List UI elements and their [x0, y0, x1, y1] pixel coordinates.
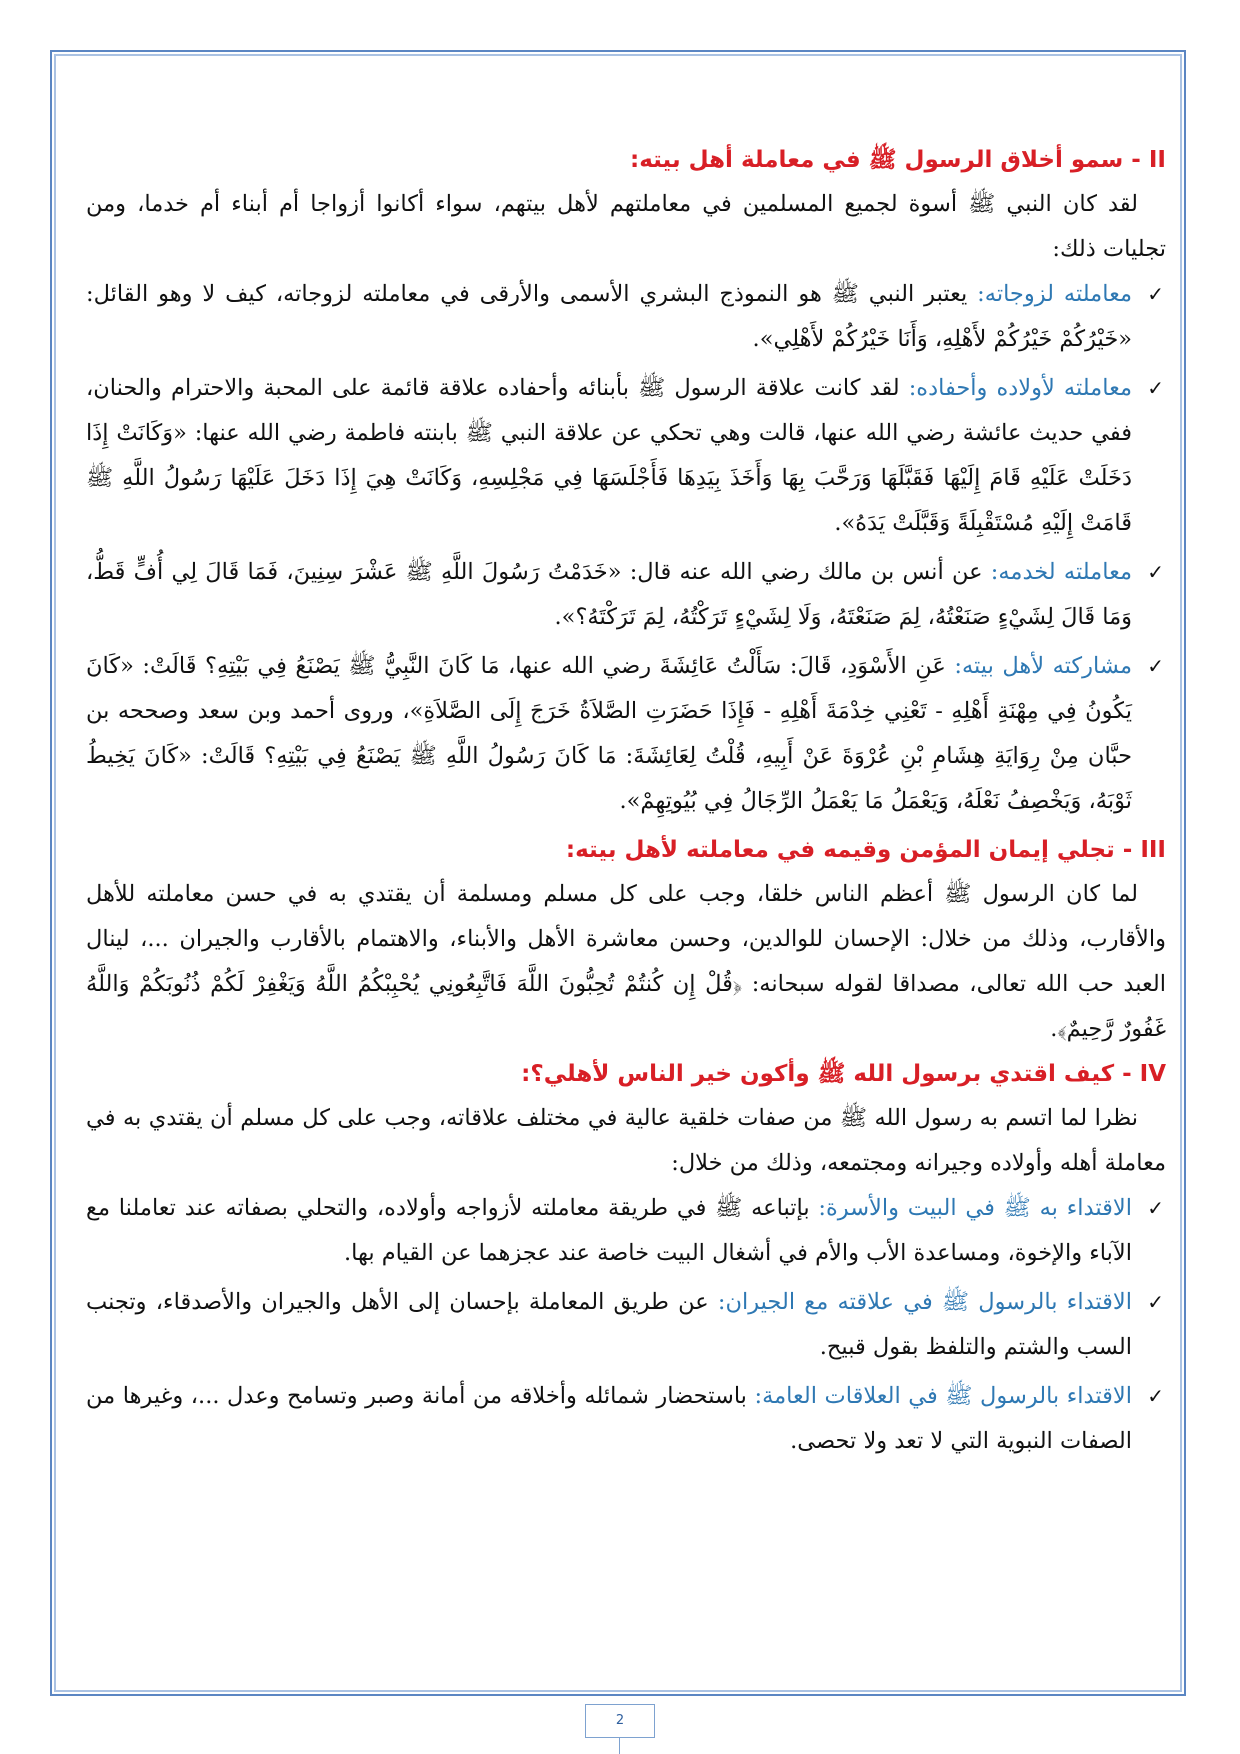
- check-icon: ✓: [1147, 654, 1164, 678]
- section-heading-2: II - سمو أخلاق الرسول ﷺ في معاملة أهل بيته:: [630, 147, 1166, 173]
- item-label: معاملته لزوجاته:: [977, 281, 1132, 307]
- item-label: الاقتداء بالرسول ﷺ في علاقته مع الجيران:: [717, 1289, 1133, 1315]
- list-item: [86, 272, 1166, 362]
- check-icon: ✓: [1147, 1196, 1164, 1220]
- item-text: عن طريق المعاملة بإحسان إلى الأهل والجيران والأصدقاء، وتجنب السب والشتم والتلفظ بقول قبيح.: [86, 1289, 1132, 1360]
- page-number-connector: [619, 1738, 620, 1754]
- item-text: لقد كانت علاقة الرسول ﷺ بأبنائه وأحفاده علاقة قائمة على المحبة والاحترام والحنان، ففي حديث عائشة رضي الله عنها، قالت وهي تحكي عن علاقة النبي ﷺ بابنته فاطمة رضي الله عنها: «وَكَانَتْ إِذَا دَخَلَتْ عَلَيْهِ قَامَ إِلَيْهَا فَقَبَّلَهَا وَرَحَّبَ بِهَا وَأَخَذَ بِيَدِهَا فَأَجْلَسَهَا فِي مَجْلِسِهِ، وَكَانَتْ هِيَ إِذَا دَخَلَ عَلَيْهَا رَسُولُ اللَّهِ ﷺ قَامَتْ إِلَيْهِ مُسْتَقْبِلَةً وَقَبَّلَتْ يَدَهُ».: [86, 375, 1132, 536]
- section-intro-4: نظرا لما اتسم به رسول الله ﷺ من صفات خلقية عالية في مختلف علاقاته، وجب على كل مسلم أن يقتدي به في معاملة أهله وأولاده وجيرانه ومجتمعه، وذلك من خلال:: [86, 1105, 1166, 1176]
- section-intro-2: لقد كان النبي ﷺ أسوة لجميع المسلمين في معاملتهم لأهل بيتهم، سواء أكانوا أزواجا أم أبناء أم خدما، ومن تجليات ذلك:: [86, 191, 1166, 262]
- list-item: [86, 1186, 1166, 1276]
- item-text: عن أنس بن مالك رضي الله عنه قال: «خَدَمْتُ رَسُولَ اللَّهِ ﷺ عَشْرَ سِنِينَ، فَمَا قَالَ لِي أُفٍّ قَطُّ، وَمَا قَالَ لِشَيْءٍ صَنَعْتُهُ، لِمَ صَنَعْتَهُ، وَلَا لِشَيْءٍ تَرَكْتُهُ، لِمَ تَرَكْتَهُ؟».: [86, 559, 1132, 630]
- item-text: باستحضار شمائله وأخلاقه من أمانة وصبر وتسامح وعدل ...، وغيرها من الصفات النبوية التي لا تعد ولا تحصى.: [86, 1383, 1132, 1454]
- section-heading-4: IV - كيف اقتدي برسول الله ﷺ وأكون خير الناس لأهلي؟:: [521, 1061, 1166, 1087]
- page-number: 2: [585, 1704, 655, 1738]
- check-icon: ✓: [1147, 282, 1164, 306]
- list-item: [86, 550, 1166, 640]
- item-text: بإتباعه ﷺ في طريقة معاملته لأزواجه وأولاده، والتحلي بصفاته عند تعاملنا مع الآباء والإخوة، ومساعدة الأب والأم في أشغال البيت خاصة عند عجزهما عن القيام بها.: [86, 1195, 1132, 1266]
- item-label: الاقتداء به ﷺ في البيت والأسرة:: [818, 1195, 1132, 1221]
- list-item: [86, 1374, 1166, 1464]
- list-item: [86, 644, 1166, 824]
- item-label: معاملته لأولاده وأحفاده:: [908, 375, 1132, 401]
- item-label: الاقتداء بالرسول ﷺ في العلاقات العامة:: [754, 1383, 1132, 1409]
- item-text: يعتبر النبي ﷺ هو النموذج البشري الأسمى والأرقى في معاملته لزوجاته، كيف لا وهو القائل: «خَيْرُكُمْ خَيْرُكُمْ لأَهْلِهِ، وَأَنَا خَيْرُكُمْ لأَهْلِي».: [86, 281, 1132, 352]
- list-item: [86, 1280, 1166, 1370]
- list-item: [86, 366, 1166, 546]
- check-icon: ✓: [1147, 1290, 1164, 1314]
- check-icon: ✓: [1147, 376, 1164, 400]
- document-body: [86, 138, 1166, 1468]
- item-label: مشاركته لأهل بيته:: [954, 653, 1132, 679]
- section-body-3: لما كان الرسول ﷺ أعظم الناس خلقا، وجب على كل مسلم ومسلمة أن يقتدي به في حسن معاملته للأهل والأقارب، وذلك من خلال: الإحسان للوالدين، وحسن معاشرة الأهل والأبناء، والاهتمام بالأقارب والجيران ...، لينال العبد حب الله تعالى، مصداقا لقوله سبحانه: ﴿قُلْ إِن كُنتُمْ تُحِبُّونَ اللَّهَ فَاتَّبِعُونِي يُحْبِبْكُمُ اللَّهُ وَيَغْفِرْ لَكُمْ ذُنُوبَكُمْ وَاللَّهُ غَفُورٌ رَّحِيمٌ﴾.: [86, 881, 1166, 1042]
- section-heading-3: III - تجلي إيمان المؤمن وقيمه في معاملته لأهل بيته:: [565, 837, 1166, 863]
- check-icon: ✓: [1147, 1384, 1164, 1408]
- check-icon: ✓: [1147, 560, 1164, 584]
- item-text: عَنِ الأَسْوَدِ، قَالَ: سَأَلْتُ عَائِشَةَ رضي الله عنها، مَا كَانَ النَّبِيُّ ﷺ يَصْنَعُ فِي بَيْتِهِ؟ قَالَتْ: «كَانَ يَكُونُ فِي مِهْنَةِ أَهْلِهِ - تَعْنِي خِدْمَةَ أَهْلِهِ - فَإِذَا حَضَرَتِ الصَّلاَةُ خَرَجَ إِلَى الصَّلاَةِ»، وروى أحمد وبن سعد وصححه بن حبَّان مِنْ رِوَايَةِ هِشَامِ بْنِ عُرْوَةَ عَنْ أَبِيهِ، قُلْتُ لِعَائِشَةَ: مَا كَانَ رَسُولُ اللَّهِ ﷺ يَصْنَعُ فِي بَيْتِهِ؟ قَالَتْ: «كَانَ يَخِيطُ ثَوْبَهُ، وَيَخْصِفُ نَعْلَهُ، وَيَعْمَلُ مَا يَعْمَلُ الرِّجَالُ فِي بُيُوتِهِمْ».: [86, 653, 1132, 814]
- item-label: معاملته لخدمه:: [990, 559, 1132, 585]
